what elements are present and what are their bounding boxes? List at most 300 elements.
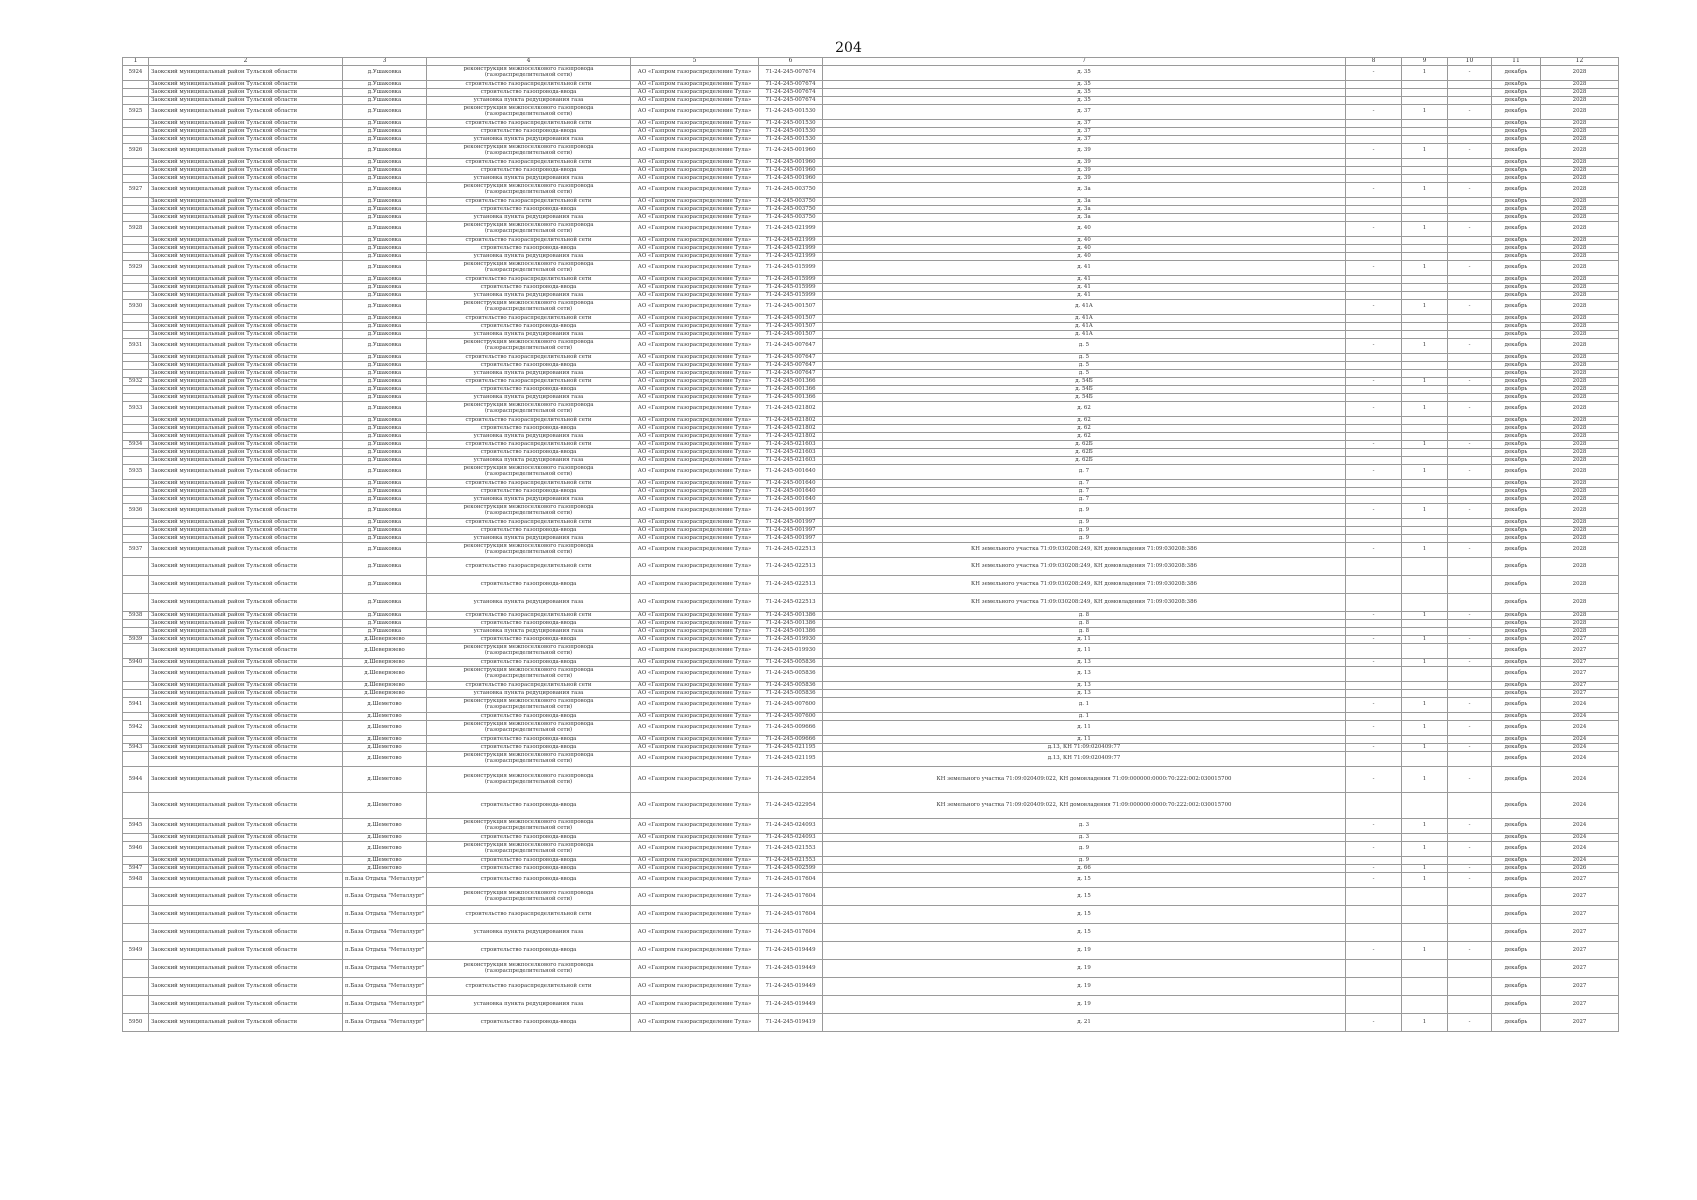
cell-number <box>123 834 149 842</box>
cell-col10 <box>1448 237 1492 245</box>
cell-number: 5943 <box>123 744 149 752</box>
cell-locality: д.Ушаковка <box>343 558 427 576</box>
table-row <box>123 644 1619 659</box>
cell-work-type: строительство газопровода-ввода <box>427 834 631 842</box>
cell-work-type: реконструкция межпоселкового газопровода (газораспределительной сети) <box>427 66 631 81</box>
table-row <box>123 865 1619 873</box>
cell-col10: - <box>1448 636 1492 644</box>
cell-locality: д.Ушаковка <box>343 323 427 331</box>
cell-month: декабрь <box>1492 222 1541 237</box>
cell-col8 <box>1346 97 1402 105</box>
cell-object-code: 71-24-245-022513 <box>759 576 823 594</box>
cell-district: Заокский муниципальный район Тульской области <box>149 978 343 996</box>
cell-col8 <box>1346 292 1402 300</box>
cell-object-code: 71-24-245-022513 <box>759 594 823 612</box>
cell-col9 <box>1402 198 1448 206</box>
cell-year: 2028 <box>1541 480 1619 488</box>
cell-locality: д.Ушаковка <box>343 284 427 292</box>
column-header: 4 <box>427 58 631 66</box>
cell-address: д. 9 <box>823 504 1346 519</box>
cell-work-type: установка пункта редуцирования газа <box>427 628 631 636</box>
cell-object-code: 71-24-245-021802 <box>759 417 823 425</box>
cell-district: Заокский муниципальный район Тульской области <box>149 594 343 612</box>
cell-organization: АО «Газпром газораспределение Тула» <box>631 667 759 682</box>
cell-col9 <box>1402 558 1448 576</box>
cell-col9 <box>1402 857 1448 865</box>
cell-col9 <box>1402 362 1448 370</box>
cell-col10 <box>1448 888 1492 906</box>
cell-object-code: 71-24-245-001386 <box>759 612 823 620</box>
cell-address: д. 21 <box>823 1014 1346 1032</box>
cell-locality: п.База Отдыха "Металлург" <box>343 888 427 906</box>
cell-organization: АО «Газпром газораспределение Тула» <box>631 354 759 362</box>
cell-number <box>123 315 149 323</box>
cell-year: 2028 <box>1541 183 1619 198</box>
cell-col10: - <box>1448 378 1492 386</box>
cell-object-code: 71-24-245-019930 <box>759 636 823 644</box>
cell-number: 5930 <box>123 300 149 315</box>
cell-number: 5927 <box>123 183 149 198</box>
cell-col9 <box>1402 457 1448 465</box>
cell-address: д.13, КН 71:09:020409:77 <box>823 752 1346 767</box>
cell-col8 <box>1346 425 1402 433</box>
cell-col9 <box>1402 315 1448 323</box>
cell-number <box>123 620 149 628</box>
cell-col9 <box>1402 323 1448 331</box>
cell-locality: д.Шеметово <box>343 767 427 793</box>
cell-col8 <box>1346 496 1402 504</box>
cell-district: Заокский муниципальный район Тульской области <box>149 960 343 978</box>
cell-district: Заокский муниципальный район Тульской области <box>149 924 343 942</box>
cell-work-type: установка пункта редуцирования газа <box>427 924 631 942</box>
cell-number: 5935 <box>123 465 149 480</box>
cell-locality: д.Ушаковка <box>343 425 427 433</box>
cell-month: декабрь <box>1492 721 1541 736</box>
cell-organization: АО «Газпром газораспределение Тула» <box>631 402 759 417</box>
cell-object-code: 71-24-245-022954 <box>759 793 823 819</box>
cell-district: Заокский муниципальный район Тульской области <box>149 89 343 97</box>
table-row <box>123 996 1619 1014</box>
cell-address: д. 39 <box>823 167 1346 175</box>
cell-organization: АО «Газпром газораспределение Тула» <box>631 394 759 402</box>
cell-district: Заокский муниципальный район Тульской области <box>149 628 343 636</box>
cell-work-type: строительство газопровода-ввода <box>427 206 631 214</box>
cell-district: Заокский муниципальный район Тульской области <box>149 667 343 682</box>
cell-month: декабрь <box>1492 362 1541 370</box>
cell-locality: п.База Отдыха "Металлург" <box>343 1014 427 1032</box>
cell-number <box>123 425 149 433</box>
table-row <box>123 245 1619 253</box>
table-row <box>123 167 1619 175</box>
cell-col10 <box>1448 159 1492 167</box>
cell-year: 2028 <box>1541 323 1619 331</box>
cell-object-code: 71-24-245-007647 <box>759 339 823 354</box>
cell-locality: д.Ушаковка <box>343 175 427 183</box>
cell-address: д. 8 <box>823 620 1346 628</box>
column-header: 6 <box>759 58 823 66</box>
cell-organization: АО «Газпром газораспределение Тула» <box>631 120 759 128</box>
cell-locality: п.База Отдыха "Металлург" <box>343 942 427 960</box>
cell-year: 2028 <box>1541 339 1619 354</box>
cell-locality: д.Шеметово <box>343 698 427 713</box>
cell-month: декабрь <box>1492 128 1541 136</box>
cell-work-type: строительство газопровода-ввода <box>427 527 631 535</box>
table-row <box>123 97 1619 105</box>
cell-col8: - <box>1346 636 1402 644</box>
cell-work-type: установка пункта редуцирования газа <box>427 496 631 504</box>
cell-object-code: 71-24-245-017604 <box>759 873 823 888</box>
cell-col9 <box>1402 425 1448 433</box>
cell-district: Заокский муниципальный район Тульской области <box>149 331 343 339</box>
cell-object-code: 71-24-245-022954 <box>759 767 823 793</box>
cell-year: 2028 <box>1541 354 1619 362</box>
table-row <box>123 237 1619 245</box>
cell-locality: д.Шеметово <box>343 752 427 767</box>
table-row <box>123 394 1619 402</box>
cell-district: Заокский муниципальный район Тульской области <box>149 527 343 535</box>
cell-number <box>123 284 149 292</box>
cell-work-type: строительство газопровода-ввода <box>427 793 631 819</box>
cell-organization: АО «Газпром газораспределение Тула» <box>631 378 759 386</box>
column-header: 7 <box>823 58 1346 66</box>
cell-month: декабрь <box>1492 535 1541 543</box>
cell-year: 2024 <box>1541 834 1619 842</box>
cell-district: Заокский муниципальный район Тульской области <box>149 865 343 873</box>
table-row <box>123 942 1619 960</box>
cell-organization: АО «Газпром газораспределение Тула» <box>631 690 759 698</box>
cell-number <box>123 888 149 906</box>
cell-col8 <box>1346 924 1402 942</box>
cell-month: декабрь <box>1492 292 1541 300</box>
cell-year: 2028 <box>1541 97 1619 105</box>
cell-organization: АО «Газпром газораспределение Тула» <box>631 245 759 253</box>
cell-number: 5934 <box>123 441 149 449</box>
cell-month: декабрь <box>1492 378 1541 386</box>
cell-year: 2027 <box>1541 924 1619 942</box>
cell-number: 5937 <box>123 543 149 558</box>
cell-col10 <box>1448 89 1492 97</box>
cell-address: д. 11 <box>823 721 1346 736</box>
table-row <box>123 504 1619 519</box>
cell-month: декабрь <box>1492 206 1541 214</box>
cell-object-code: 71-24-245-001530 <box>759 128 823 136</box>
cell-year: 2028 <box>1541 620 1619 628</box>
cell-locality: д.Ушаковка <box>343 457 427 465</box>
cell-district: Заокский муниципальный район Тульской области <box>149 488 343 496</box>
cell-col9 <box>1402 97 1448 105</box>
cell-work-type: строительство газораспределительной сети <box>427 354 631 362</box>
cell-organization: АО «Газпром газораспределение Тула» <box>631 315 759 323</box>
cell-work-type: реконструкция межпоселкового газопровода (газораспределительной сети) <box>427 819 631 834</box>
cell-number <box>123 362 149 370</box>
cell-month: декабрь <box>1492 97 1541 105</box>
cell-month: декабрь <box>1492 857 1541 865</box>
cell-work-type: реконструкция межпоселкового газопровода (газораспределительной сети) <box>427 888 631 906</box>
cell-month: декабрь <box>1492 713 1541 721</box>
cell-organization: АО «Газпром газораспределение Тула» <box>631 417 759 425</box>
table-row <box>123 362 1619 370</box>
cell-month: декабрь <box>1492 417 1541 425</box>
cell-year: 2027 <box>1541 667 1619 682</box>
cell-col9 <box>1402 175 1448 183</box>
cell-object-code: 71-24-245-015999 <box>759 284 823 292</box>
cell-organization: АО «Газпром газораспределение Тула» <box>631 128 759 136</box>
cell-number <box>123 276 149 284</box>
cell-district: Заокский муниципальный район Тульской области <box>149 81 343 89</box>
cell-object-code: 71-24-245-001640 <box>759 465 823 480</box>
cell-number: 5941 <box>123 698 149 713</box>
cell-col9 <box>1402 736 1448 744</box>
cell-col9 <box>1402 620 1448 628</box>
cell-col10 <box>1448 713 1492 721</box>
cell-col10 <box>1448 81 1492 89</box>
cell-col10 <box>1448 594 1492 612</box>
cell-number <box>123 480 149 488</box>
cell-work-type: установка пункта редуцирования газа <box>427 433 631 441</box>
cell-col10: - <box>1448 144 1492 159</box>
cell-district: Заокский муниципальный район Тульской области <box>149 736 343 744</box>
cell-year: 2028 <box>1541 362 1619 370</box>
cell-address: д. 9 <box>823 527 1346 535</box>
cell-district: Заокский муниципальный район Тульской области <box>149 496 343 504</box>
cell-locality: д.Ушаковка <box>343 480 427 488</box>
cell-district: Заокский муниципальный район Тульской области <box>149 136 343 144</box>
cell-col9 <box>1402 331 1448 339</box>
cell-work-type: строительство газопровода-ввода <box>427 873 631 888</box>
cell-col8: - <box>1346 819 1402 834</box>
cell-number <box>123 527 149 535</box>
cell-object-code: 71-24-245-001530 <box>759 120 823 128</box>
cell-year: 2027 <box>1541 888 1619 906</box>
cell-work-type: реконструкция межпоселкового газопровода (газораспределительной сети) <box>427 339 631 354</box>
cell-work-type: строительство газопровода-ввода <box>427 857 631 865</box>
cell-address: д. 39 <box>823 144 1346 159</box>
cell-col8 <box>1346 594 1402 612</box>
cell-work-type: строительство газораспределительной сети <box>427 682 631 690</box>
cell-address: д. 62Б <box>823 449 1346 457</box>
cell-year: 2028 <box>1541 465 1619 480</box>
cell-month: декабрь <box>1492 425 1541 433</box>
cell-address: д. 7 <box>823 488 1346 496</box>
cell-col10: - <box>1448 698 1492 713</box>
cell-object-code: 71-24-245-001386 <box>759 628 823 636</box>
cell-month: декабрь <box>1492 924 1541 942</box>
cell-month: декабрь <box>1492 136 1541 144</box>
cell-col9 <box>1402 433 1448 441</box>
cell-month: декабрь <box>1492 167 1541 175</box>
cell-organization: АО «Газпром газораспределение Тула» <box>631 576 759 594</box>
cell-organization: АО «Газпром газораспределение Тула» <box>631 865 759 873</box>
cell-year: 2028 <box>1541 167 1619 175</box>
cell-object-code: 71-24-245-005836 <box>759 690 823 698</box>
table-row <box>123 682 1619 690</box>
cell-number: 5949 <box>123 942 149 960</box>
cell-month: декабрь <box>1492 300 1541 315</box>
cell-month: декабрь <box>1492 480 1541 488</box>
cell-month: декабрь <box>1492 175 1541 183</box>
cell-district: Заокский муниципальный район Тульской области <box>149 167 343 175</box>
table-row <box>123 261 1619 276</box>
cell-organization: АО «Газпром газораспределение Тула» <box>631 888 759 906</box>
cell-organization: АО «Газпром газораспределение Тула» <box>631 612 759 620</box>
cell-col10 <box>1448 362 1492 370</box>
cell-year: 2027 <box>1541 978 1619 996</box>
cell-locality: д.Ушаковка <box>343 394 427 402</box>
cell-col8: - <box>1346 183 1402 198</box>
cell-col8 <box>1346 394 1402 402</box>
cell-month: декабрь <box>1492 105 1541 120</box>
cell-address: д. 13 <box>823 682 1346 690</box>
cell-number <box>123 488 149 496</box>
table-row <box>123 488 1619 496</box>
cell-object-code: 71-24-245-019449 <box>759 996 823 1014</box>
column-header: 9 <box>1402 58 1448 66</box>
cell-number <box>123 128 149 136</box>
cell-address: д. 37 <box>823 105 1346 120</box>
cell-address: д. 19 <box>823 978 1346 996</box>
cell-number <box>123 496 149 504</box>
cell-col9: 1 <box>1402 183 1448 198</box>
cell-object-code: 71-24-245-007647 <box>759 354 823 362</box>
cell-address: д. 62 <box>823 417 1346 425</box>
cell-organization: АО «Газпром газораспределение Тула» <box>631 331 759 339</box>
cell-address: д. 35 <box>823 97 1346 105</box>
cell-month: декабрь <box>1492 865 1541 873</box>
cell-col8 <box>1346 433 1402 441</box>
cell-object-code: 71-24-245-017604 <box>759 906 823 924</box>
cell-locality: д.Ушаковка <box>343 245 427 253</box>
cell-col8 <box>1346 488 1402 496</box>
table-row <box>123 519 1619 527</box>
cell-year: 2028 <box>1541 105 1619 120</box>
cell-col10 <box>1448 857 1492 865</box>
cell-district: Заокский муниципальный район Тульской области <box>149 425 343 433</box>
table-row <box>123 183 1619 198</box>
cell-district: Заокский муниципальный район Тульской области <box>149 767 343 793</box>
cell-organization: АО «Газпром газораспределение Тула» <box>631 960 759 978</box>
cell-col9 <box>1402 292 1448 300</box>
cell-locality: д.Ушаковка <box>343 237 427 245</box>
cell-year: 2028 <box>1541 457 1619 465</box>
cell-year: 2028 <box>1541 253 1619 261</box>
cell-locality: д.Ушаковка <box>343 576 427 594</box>
cell-locality: д.Ушаковка <box>343 214 427 222</box>
cell-col10: - <box>1448 612 1492 620</box>
cell-year: 2028 <box>1541 576 1619 594</box>
cell-locality: п.База Отдыха "Металлург" <box>343 960 427 978</box>
cell-address: д. 3а <box>823 206 1346 214</box>
cell-work-type: строительство газораспределительной сети <box>427 519 631 527</box>
table-row <box>123 276 1619 284</box>
cell-work-type: реконструкция межпоселкового газопровода (газораспределительной сети) <box>427 960 631 978</box>
cell-organization: АО «Газпром газораспределение Тула» <box>631 924 759 942</box>
cell-address: д. 37 <box>823 120 1346 128</box>
cell-number: 5932 <box>123 378 149 386</box>
cell-year: 2027 <box>1541 1014 1619 1032</box>
cell-col8: - <box>1346 378 1402 386</box>
cell-district: Заокский муниципальный район Тульской области <box>149 214 343 222</box>
cell-locality: д.Ушаковка <box>343 386 427 394</box>
cell-district: Заокский муниципальный район Тульской области <box>149 120 343 128</box>
table-row <box>123 465 1619 480</box>
cell-district: Заокский муниципальный район Тульской области <box>149 354 343 362</box>
table-row <box>123 842 1619 857</box>
cell-year: 2027 <box>1541 659 1619 667</box>
table-row <box>123 378 1619 386</box>
cell-month: декабрь <box>1492 960 1541 978</box>
cell-locality: д.Ушаковка <box>343 402 427 417</box>
table-row <box>123 441 1619 449</box>
cell-district: Заокский муниципальный район Тульской области <box>149 315 343 323</box>
cell-col9: 1 <box>1402 300 1448 315</box>
header-row <box>123 58 1619 66</box>
cell-month: декабрь <box>1492 519 1541 527</box>
cell-object-code: 71-24-245-021999 <box>759 237 823 245</box>
cell-number <box>123 386 149 394</box>
cell-address: д. 7 <box>823 496 1346 504</box>
cell-address: д. 41 <box>823 276 1346 284</box>
cell-number: 5933 <box>123 402 149 417</box>
cell-locality: п.База Отдыха "Металлург" <box>343 996 427 1014</box>
cell-address: д. 9 <box>823 535 1346 543</box>
cell-work-type: установка пункта редуцирования газа <box>427 214 631 222</box>
table-row <box>123 457 1619 465</box>
cell-address: д. 40 <box>823 245 1346 253</box>
cell-locality: д.Шеверняево <box>343 636 427 644</box>
cell-work-type: реконструкция межпоселкового газопровода (газораспределительной сети) <box>427 667 631 682</box>
table-row <box>123 66 1619 81</box>
cell-work-type: установка пункта редуцирования газа <box>427 535 631 543</box>
cell-address: д. 3а <box>823 214 1346 222</box>
cell-district: Заокский муниципальный район Тульской области <box>149 906 343 924</box>
cell-col10 <box>1448 924 1492 942</box>
cell-object-code: 71-24-245-021603 <box>759 457 823 465</box>
cell-col8: - <box>1346 873 1402 888</box>
cell-work-type: реконструкция межпоселкового газопровода (газораспределительной сети) <box>427 144 631 159</box>
cell-district: Заокский муниципальный район Тульской области <box>149 370 343 378</box>
cell-locality: д.Шеметово <box>343 721 427 736</box>
table-row <box>123 331 1619 339</box>
cell-col10 <box>1448 198 1492 206</box>
cell-address: д. 54Б <box>823 394 1346 402</box>
cell-col8 <box>1346 576 1402 594</box>
cell-number <box>123 417 149 425</box>
cell-address: д. 35 <box>823 89 1346 97</box>
cell-work-type: строительство газопровода-ввода <box>427 713 631 721</box>
table-row <box>123 284 1619 292</box>
cell-month: декабрь <box>1492 793 1541 819</box>
cell-locality: д.Ушаковка <box>343 253 427 261</box>
cell-col10: - <box>1448 873 1492 888</box>
cell-locality: д.Шеметово <box>343 842 427 857</box>
cell-col8: - <box>1346 441 1402 449</box>
cell-organization: АО «Газпром газораспределение Тула» <box>631 89 759 97</box>
cell-col10 <box>1448 206 1492 214</box>
cell-district: Заокский муниципальный район Тульской области <box>149 942 343 960</box>
cell-month: декабрь <box>1492 942 1541 960</box>
cell-work-type: строительство газопровода-ввода <box>427 386 631 394</box>
cell-month: декабрь <box>1492 736 1541 744</box>
table-row <box>123 527 1619 535</box>
cell-address: д. 3 <box>823 834 1346 842</box>
cell-year: 2028 <box>1541 300 1619 315</box>
cell-col10: - <box>1448 819 1492 834</box>
cell-month: декабрь <box>1492 339 1541 354</box>
cell-locality: д.Ушаковка <box>343 378 427 386</box>
cell-col9 <box>1402 924 1448 942</box>
cell-col9: 1 <box>1402 402 1448 417</box>
table-row <box>123 1014 1619 1032</box>
